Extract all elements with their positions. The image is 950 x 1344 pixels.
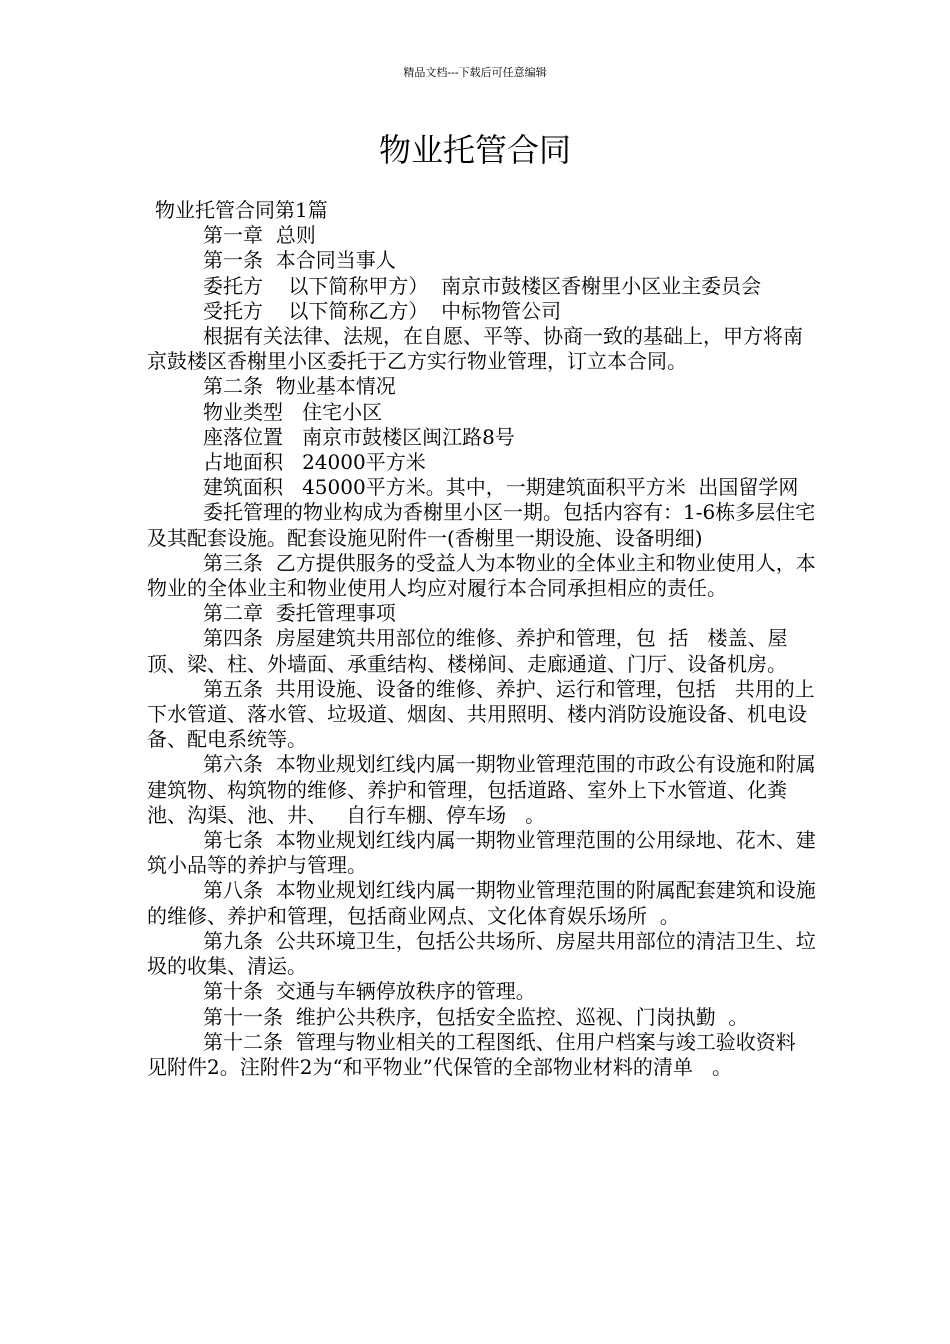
paragraph-article-7: 第七条 本物业规划红线内属一期物业管理范围的公用绿地、花木、建筑小品等的养护与管理。 [147,828,816,878]
paragraph-article-5: 第五条 共用设施、设备的维修、养护、运行和管理，包括 共用的上下水管道、落水管、垃圾道、烟囱、共用照明、楼内消防设施设备、机电设备、配电系统等。 [147,676,815,752]
paragraph-article-12: 第十二条 管理与物业相关的工程图纸、住用户档案与竣工验收资料 见附件2。注附件2为“和平物业”代保管的全部物业材料的清单 。 [147,1029,815,1079]
paragraph-article-4: 第四条 房屋建筑共用部位的维修、养护和管理，包 括 楼盖、屋顶、梁、柱、外墙面、承重结构、楼梯间、走廊通道、门厅、设备机房。 [147,626,788,676]
header-note: 精品文档---下载后可任意编辑 [403,66,547,79]
paragraph-article-1: 第一条 本合同当事人 [203,248,396,273]
paragraph-section-heading: 物业托管合同第1篇 [155,198,328,222]
paragraph-article-11: 第十一条 维护公共秩序，包括安全监控、巡视、门岗执勤 。 [203,1004,749,1029]
paragraph-article-8: 第八条 本物业规划红线内属一期物业管理范围的附属配套建筑和设施的维修、养护和管理，包括商业网点、文化体育娱乐场所 。 [147,878,816,928]
paragraph-chapter-1: 第一章 总则 [203,223,316,248]
document-title: 物业托管合同 [378,131,571,169]
paragraph-article-6: 第六条 本物业规划红线内属一期物业管理范围的市政公有设施和附属建筑物、构筑物的维修、养护和管理，包括道路、室外上下水管道、化粪池、沟渠、池、井、 自行车棚、停车场 。 [147,752,816,827]
paragraph-land-area: 占地面积 24000平方米 [203,450,426,475]
paragraph-article-2: 第二条 物业基本情况 [203,374,396,399]
paragraph-article-3: 第三条 乙方提供服务的受益人为本物业的全体业主和物业使用人，本物业的全体业主和物业使用人均应对履行本合同承担相应的责任。 [147,550,816,601]
document-body [147,198,817,1080]
paragraph-client: 委托方 以下简称甲方） 南京市鼓楼区香榭里小区业主委员会 [203,273,762,298]
paragraph-contractor: 受托方 以下简称乙方） 中标物管公司 [203,298,562,323]
paragraph-basis: 根据有关法律、法规，在自愿、平等、协商一致的基础上，甲方将南京鼓楼区香榭里小区委托于乙方实行物业管理，订立本合同。 [147,324,803,374]
paragraph-location: 座落位置 南京市鼓楼区闽江路8号 [203,424,515,449]
paragraph-article-10: 第十条 交通与车辆停放秩序的管理。 [203,979,536,1004]
paragraph-property-type: 物业类型 住宅小区 [203,399,383,424]
paragraph-managed-property: 委托管理的物业构成为香榭里小区一期。包括内容有：1-6栋多层住宅及其配套设施。配套设施见附件一(香榭里一期设施、设备明细) [147,500,816,550]
paragraph-chapter-2: 第二章 委托管理事项 [203,601,396,626]
paragraph-article-9: 第九条 公共环境卫生，包括公共场所、房屋共用部位的清洁卫生、垃圾的收集、清运。 [147,928,816,979]
paragraph-building-area: 建筑面积 45000平方米。其中，一期建筑面积平方米 出国留学网 [203,475,799,500]
